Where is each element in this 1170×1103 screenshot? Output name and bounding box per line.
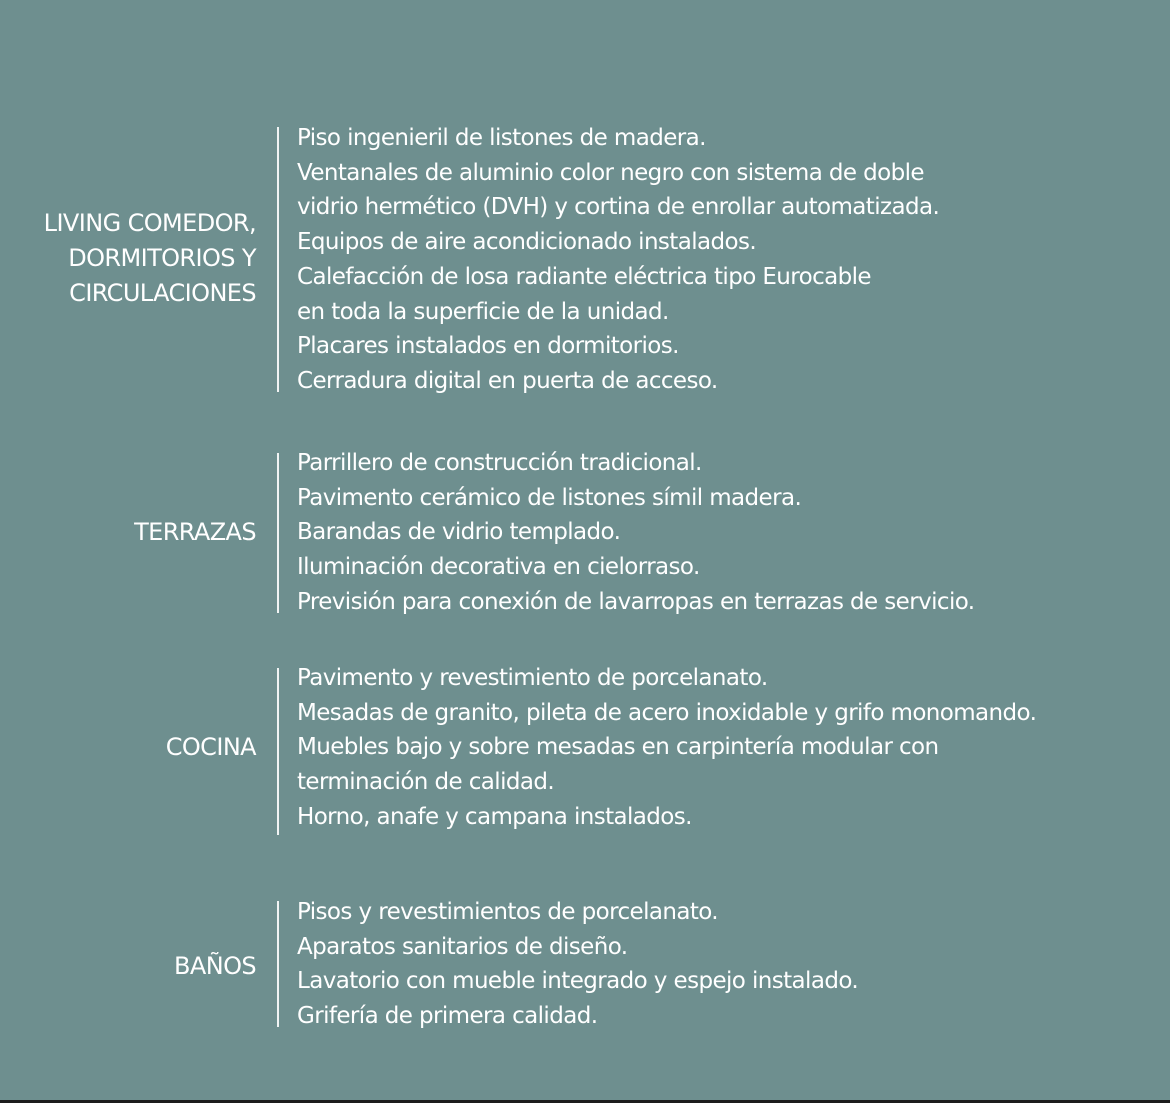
list-item: Pavimento cerámico de listones símil madera. [297, 484, 802, 511]
list-item: Ventanales de aluminio color negro con sistema de doble [297, 159, 924, 186]
feature-list-living [297, 121, 939, 399]
list-item: Equipos de aire acondicionado instalados. [297, 229, 757, 256]
list-item: Iluminación decorativa en cielorraso. [297, 554, 700, 581]
category-line: LIVING COMEDOR, [43, 209, 256, 237]
list-item: Cerradura digital en puerta de acceso. [297, 367, 718, 394]
category-line: COCINA [165, 733, 256, 761]
category-line: CIRCULACIONES [69, 279, 256, 307]
section-divider [277, 453, 279, 613]
category-label-banos [174, 949, 256, 984]
feature-list-banos [297, 895, 858, 1034]
section-divider [277, 668, 279, 835]
list-item: Muebles bajo y sobre mesadas en carpintería modular con [297, 734, 939, 761]
list-item: Piso ingenieril de listones de madera. [297, 125, 706, 151]
category-line: BAÑOS [174, 952, 256, 980]
category-label-living [44, 206, 256, 311]
list-item: Grifería de primera calidad. [297, 1003, 598, 1030]
list-item: Placares instalados en dormitorios. [297, 333, 679, 360]
list-item: Horno, anafe y campana instalados. [297, 803, 692, 830]
list-item: Parrillero de construcción tradicional. [297, 450, 702, 476]
list-item: Lavatorio con mueble integrado y espejo instalado. [297, 968, 859, 995]
list-item: Previsión para conexión de lavarropas en terrazas de servicio. [297, 588, 975, 615]
category-label-cocina [166, 730, 256, 765]
list-item: vidrio hermético (DVH) y cortina de enrollar automatizada. [297, 194, 940, 221]
list-item: Calefacción de losa radiante eléctrica tipo Eurocable [297, 263, 871, 290]
category-label-terrazas [134, 515, 256, 550]
list-item: Mesadas de granito, pileta de acero inoxidable y grifo monomando. [297, 699, 1037, 726]
feature-list-cocina [297, 661, 1036, 835]
list-item: Aparatos sanitarios de diseño. [297, 933, 628, 960]
list-item: en toda la superficie de la unidad. [297, 298, 669, 325]
section-divider [277, 127, 279, 392]
list-item: Pavimento y revestimiento de porcelanato. [297, 665, 768, 691]
feature-list-terrazas [297, 446, 975, 620]
list-item: terminación de calidad. [297, 769, 555, 796]
category-line: DORMITORIOS Y [68, 244, 256, 272]
section-divider [277, 901, 279, 1027]
list-item: Pisos y revestimientos de porcelanato. [297, 899, 719, 925]
category-line: TERRAZAS [134, 518, 256, 546]
list-item: Barandas de vidrio templado. [297, 519, 621, 546]
